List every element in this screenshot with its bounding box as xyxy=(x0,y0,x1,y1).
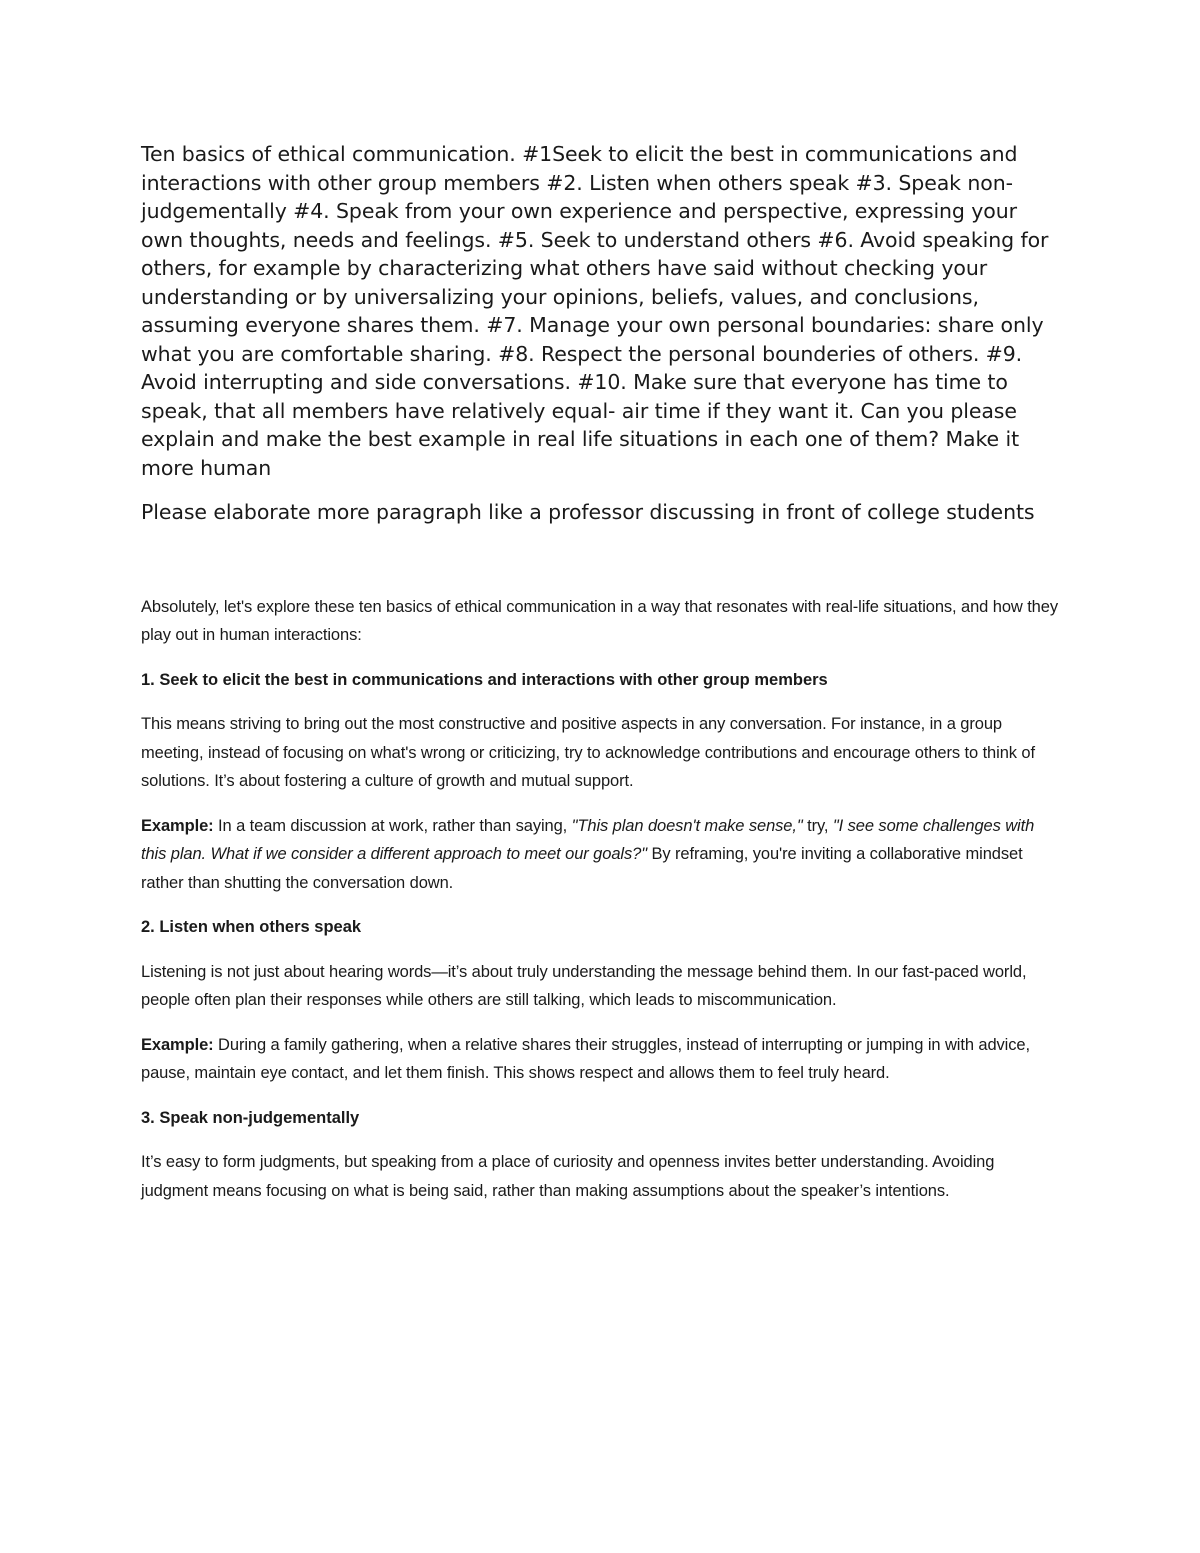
section-example-2 xyxy=(141,1031,1061,1088)
section-paragraph-1: This means striving to bring out the most constructive and positive aspects in any conversation. For instance, in a group meeting, instead of focusing on what's wrong or criticizing, try to acknowledge contributions and encourage others to think of solutions. It’s about fostering a culture of growth and mutual support. xyxy=(141,715,1035,790)
section-paragraph-2: Listening is not just about hearing words—it’s about truly understanding the message behind them. In our fast-paced world, people often plan their responses while others are still talking, which leads to miscommunication. xyxy=(141,962,1027,1009)
example-label: Example: xyxy=(141,816,214,835)
example-text: By reframing, you're inviting a collaborative mindset rather than shutting the conversation down. xyxy=(141,845,1023,892)
example-quote: "This plan doesn't make sense," xyxy=(571,816,803,835)
example-text: During a family gathering, when a relative shares their struggles, instead of interrupting or jumping in with advice, pause, maintain eye contact, and let them finish. This shows respect and allows them to feel truly heard. xyxy=(141,1035,1030,1082)
example-quote: "I see some challenges with this plan. What if we consider a different approach to meet our goals?" xyxy=(141,816,1035,863)
section-heading-1: 1. Seek to elicit the best in communications and interactions with other group members xyxy=(141,670,828,689)
spacer xyxy=(141,527,1061,593)
section-example-1 xyxy=(141,812,1061,898)
example-text: try, xyxy=(802,816,833,835)
prompt-followup: Please elaborate more paragraph like a professor discussing in front of college students xyxy=(141,500,1035,524)
section-paragraph-3: It’s easy to form judgments, but speaking from a place of curiosity and openness invites better understanding. Avoiding judgment means focusing on what is being said, rather than making assumptions about the speaker’s intentions. xyxy=(141,1153,995,1200)
response-intro: Absolutely, let's explore these ten basics of ethical communication in a way that resonates with real-life situations, and how they play out in human interactions: xyxy=(141,597,1058,644)
document-page xyxy=(141,140,1061,1221)
example-label: Example: xyxy=(141,1035,214,1054)
prompt-text: Ten basics of ethical communication. #1Seek to elicit the best in communications and interactions with other group members #2. Listen when others speak #3. Speak non-judgementally #4. Speak from your own experience and perspective, expressing your own thoughts, needs and feelings. #5. Seek to understand others #6. Avoid speaking for others, for example by characterizing what others have said without checking your understanding or by universalizing your opinions, beliefs, values, and conclusions, assuming everyone shares them. #7. Manage your own personal boundaries: share only what you are comfortable sharing. #8. Respect the personal bounderies of others. #9. Avoid interrupting and side conversations. #10. Make sure that everyone has time to speak, that all members have relatively equal- air time if they want it. Can you please explain and make the best example in real life situations in each one of them? Make it more human xyxy=(141,142,1049,480)
section-heading-2: 2. Listen when others speak xyxy=(141,918,362,936)
section-heading-3: 3. Speak non-judgementally xyxy=(141,1108,360,1127)
example-text: In a team discussion at work, rather than saying, xyxy=(213,816,572,835)
